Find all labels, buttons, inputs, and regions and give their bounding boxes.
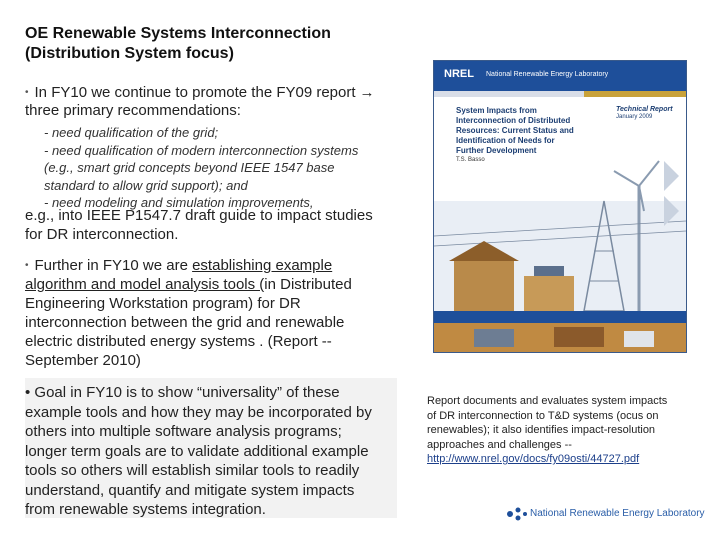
cover-bottom-bar <box>434 311 686 323</box>
bullet-1 <box>25 84 375 102</box>
cover-report-type: Technical Report <box>616 106 673 113</box>
cover-org-name: National Renewable Energy Laboratory <box>486 71 609 78</box>
recommendation-item: (e.g., smart grid concepts beyond IEEE 1547 base <box>44 160 335 175</box>
report-link[interactable]: http://www.nrel.gov/docs/fy09osti/44727.pdf <box>427 453 640 465</box>
recommendation-list <box>44 124 358 212</box>
cover-report-info <box>616 106 682 121</box>
title-line-1: OE Renewable Systems Interconnection <box>25 25 331 42</box>
footer-org <box>530 508 705 519</box>
bullet-1-tail-1: e.g., into IEEE P1547.7 draft guide to impact studies <box>25 207 373 224</box>
cover-title-line: System Impacts from <box>456 106 537 115</box>
goal-line: longer term goals are to validate additional example <box>25 442 369 460</box>
bullet-1-tail-2: for DR interconnection. <box>25 226 179 243</box>
bullet-2-line-5: electric distributed energy systems . (Report -- <box>25 333 332 350</box>
cover-title <box>456 106 596 156</box>
goal-line: from renewable systems integration. <box>25 501 266 518</box>
recommendation-item: standard to allow grid support); and <box>44 177 248 193</box>
cover-author: T.S. Basso <box>456 157 485 163</box>
goal-line: others into multiple software analysis programs; <box>25 423 342 440</box>
bullet-2-prefix: Further in FY10 we are <box>34 257 193 274</box>
cover-title-line: Interconnection of Distributed <box>456 116 571 125</box>
recommendation-item: - need qualification of the grid; <box>44 125 219 140</box>
bullet-1-line-2: three primary recommendations: <box>25 102 241 119</box>
goal-line: • Goal in FY10 is to show “universality” of these <box>25 384 340 401</box>
bullet-2-line-2-rest: in Distributed <box>264 276 352 293</box>
bullet-2-line-2 <box>25 276 352 294</box>
bullet-dot: • <box>25 260 29 272</box>
cover-gold-stripe <box>584 91 686 97</box>
recommendation-item: - need modeling and simulation improvements, <box>44 195 314 210</box>
recommendation-item: - need qualification of modern interconnection systems <box>44 142 359 158</box>
report-cover-image <box>433 60 687 353</box>
caption-line: approaches and challenges -- <box>427 438 572 451</box>
bullet-2-underlined-1: establishing example <box>192 257 333 274</box>
goal-line: example tools and how they may be incorporated by <box>25 403 372 421</box>
bullet-2 <box>25 257 332 275</box>
title-line-2: (Distribution System focus) <box>25 45 234 62</box>
caption-line: of DR interconnection to T&D systems (ocus on <box>427 409 659 422</box>
cover-title-line: Resources: Current Status and <box>456 126 574 135</box>
bullet-2-underlined-2: algorithm and model analysis tools ( <box>25 276 265 293</box>
bullet-2-line-3: Engineering Workstation program) for DR <box>25 295 301 312</box>
nrel-logo: NREL <box>444 68 474 80</box>
report-caption <box>427 394 713 467</box>
caption-line: Report documents and evaluates system impacts <box>427 395 668 407</box>
bullet-dot: • <box>25 87 29 99</box>
footer-org-name: National Renewable Energy Laboratory <box>530 508 705 519</box>
cover-title-line: Further Development <box>456 146 537 155</box>
caption-line: renewables); it also identifies impact-resolution <box>427 424 656 436</box>
bullet-2-line-6: September 2010) <box>25 352 141 369</box>
slide-title <box>25 24 415 64</box>
bullet-1-line-1: In FY10 we continue to promote the FY09 report <box>34 84 356 101</box>
bullet-2-line-4: interconnection between the grid and renewable <box>25 314 345 331</box>
cover-report-date: January 2009 <box>616 114 653 120</box>
cover-illustration <box>434 61 686 352</box>
arrow-right-icon: → <box>359 84 375 101</box>
goal-line: tools so others will establish similar tools to readily <box>25 462 360 479</box>
goal-text <box>25 383 400 520</box>
cover-title-line: Identification of Needs for <box>456 136 555 145</box>
goal-line: understand, quantify and mitigate system impacts <box>25 481 355 499</box>
